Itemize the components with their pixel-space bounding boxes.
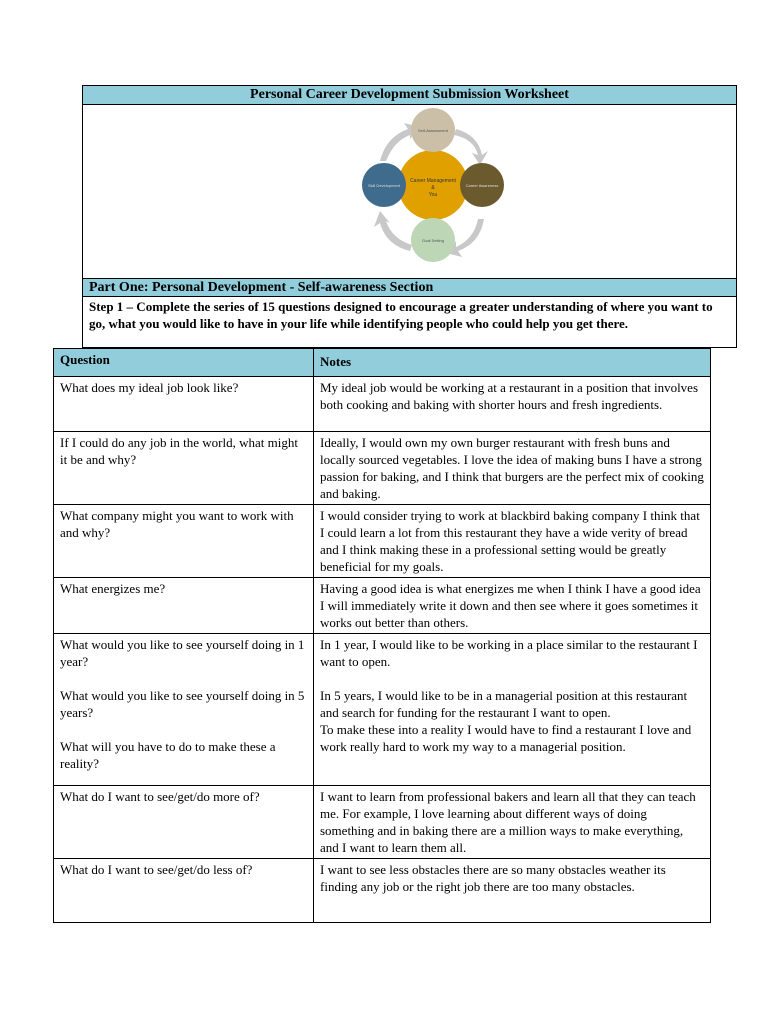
bottom-label: Goal Setting [421,238,445,243]
notes-make-reality: To make these into a reality I would have to find a restaurant I love and work really hard to work my way to a managerial position. [320,722,692,754]
career-cycle-graphic [358,105,508,275]
notes-cell: I want to learn from professional bakers and learn all that they can teach me. For example, I love learning about different ways of doing something and in baking there are a million ways to make everything, and I want to learn them all. [314,786,711,859]
table-header-row [54,349,711,377]
question-make-reality: What will you have to do to make these a reality? [60,739,276,771]
left-label: Skill Development [367,183,401,188]
question-1-year: What would you like to see yourself doing in 1 year? [60,637,305,669]
cycle-arrow-bottom-left [374,211,412,251]
career-cycle-diagram [83,105,736,278]
notes-cell-multi [314,634,711,786]
center-label-1: Career Management [410,178,456,184]
table-row [54,505,711,578]
cycle-arrow-top-right [454,129,488,165]
center-label-2: & [431,185,435,191]
question-cell: If I could do any job in the world, what might it be and why? [54,432,314,505]
notes-cell: Ideally, I would own my own burger restaurant with fresh buns and locally sourced vegetables. I love the idea of making buns I have a strong passion for baking, and I think that burgers are the perfect mix of cooking and baking. [314,432,711,505]
table-row [54,432,711,505]
notes-5-years: In 5 years, I would like to be in a managerial position at this restaurant and search for funding for the restaurant I want to open. [320,688,688,720]
notes-1-year: In 1 year, I would like to be working in a place similar to the restaurant I want to open. [320,637,698,669]
question-cell: What does my ideal job look like? [54,377,314,432]
question-notes-table [53,348,711,923]
notes-header: Notes [314,349,711,377]
part-one-heading: Part One: Personal Development - Self-awareness Section [83,278,736,297]
table-row [54,578,711,634]
table-row [54,634,711,786]
notes-cell: I want to see less obstacles there are so many obstacles weather its finding any job or the right job there are too many obstacles. [314,859,711,923]
table-row [54,377,711,432]
question-cell-multi [54,634,314,786]
right-label: Career Awareness [465,183,499,188]
top-label: Self-Assessment [417,128,449,133]
question-cell: What do I want to see/get/do less of? [54,859,314,923]
question-header: Question [54,349,314,377]
notes-cell: My ideal job would be working at a restaurant in a position that involves both cooking and baking with shorter hours and fresh ingredients. [314,377,711,432]
table-row [54,859,711,923]
step-instructions: Step 1 – Complete the series of 15 questions designed to encourage a greater understanding of where you want to go, what you would like to have in your life while identifying people who could help you get there. [89,299,713,331]
table-row [54,786,711,859]
worksheet-title: Personal Career Development Submission Worksheet [83,86,736,105]
notes-cell: I would consider trying to work at blackbird baking company I think that I could learn a lot from this restaurant they have a wide verity of bread and I think making these in a professional setting would be greatly beneficial for my goals. [314,505,711,578]
notes-cell: Having a good idea is what energizes me when I think I have a good idea I will immediately write it down and then see where it goes sometimes it works out better than others. [314,578,711,634]
center-label-3: You [428,192,438,198]
question-5-years: What would you like to see yourself doing in 5 years? [60,688,305,720]
worksheet-header-box [82,85,737,348]
question-cell: What do I want to see/get/do more of? [54,786,314,859]
question-cell: What energizes me? [54,578,314,634]
question-cell: What company might you want to work with and why? [54,505,314,578]
